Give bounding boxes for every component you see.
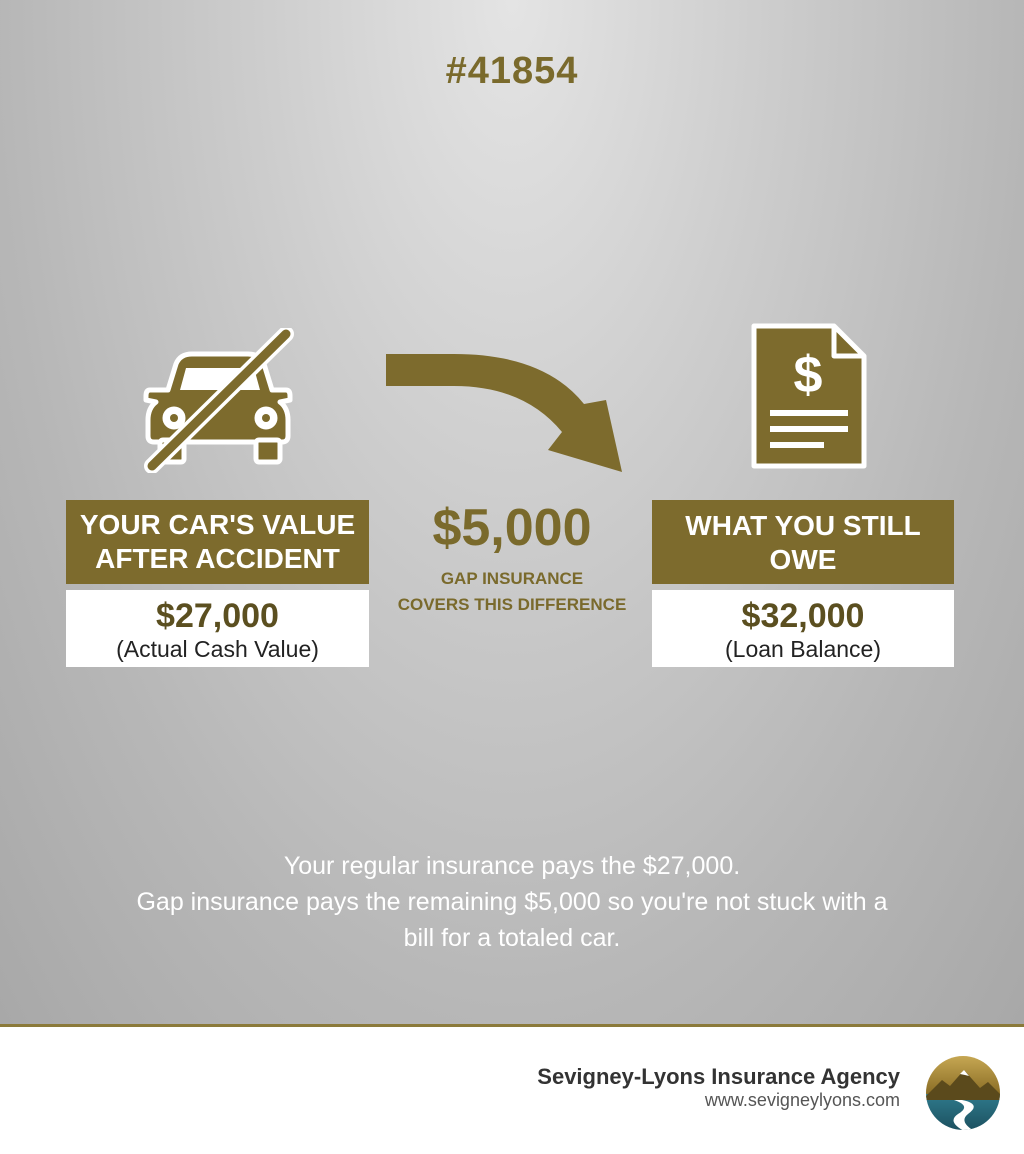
car-value-subtext: (Actual Cash Value) bbox=[116, 636, 319, 662]
still-owe-label-text: WHAT YOU STILL OWE bbox=[685, 510, 921, 575]
gap-amount: $5,000 bbox=[432, 499, 592, 557]
svg-text:$: $ bbox=[793, 346, 823, 404]
gap-caption-line2: COVERS THIS DIFFERENCE bbox=[397, 595, 627, 614]
still-owe-box bbox=[652, 590, 954, 667]
mountain-river-logo-icon bbox=[924, 1054, 1002, 1132]
gap-caption bbox=[372, 566, 652, 618]
agency-website-link[interactable]: www.sevigneylyons.com bbox=[704, 1090, 900, 1110]
car-value-label-line2: AFTER ACCIDENT bbox=[95, 543, 340, 574]
explanation-text bbox=[90, 848, 934, 956]
crossed-out-car-icon bbox=[140, 328, 300, 473]
explanation-line1: Your regular insurance pays the $27,000. bbox=[283, 852, 741, 880]
explanation-line2: Gap insurance pays the remaining $5,000 so you're not stuck with a bbox=[136, 888, 888, 916]
still-owe-subtext: (Loan Balance) bbox=[725, 636, 881, 662]
car-value-label-line1: YOUR CAR'S VALUE bbox=[79, 509, 356, 540]
id-tag: #41854 bbox=[445, 50, 579, 92]
agency-name: Sevigney-Lyons Insurance Agency bbox=[537, 1064, 900, 1089]
car-value-box bbox=[66, 590, 369, 667]
curved-arrow-icon bbox=[384, 348, 629, 478]
explanation-line3: bill for a totaled car. bbox=[403, 924, 621, 952]
car-value-amount: $27,000 bbox=[156, 597, 279, 635]
still-owe-label bbox=[652, 500, 954, 584]
still-owe-amount: $32,000 bbox=[741, 597, 865, 635]
car-value-label bbox=[66, 500, 369, 584]
gap-caption-line1: GAP INSURANCE bbox=[440, 569, 584, 588]
dollar-document-icon bbox=[748, 320, 870, 472]
